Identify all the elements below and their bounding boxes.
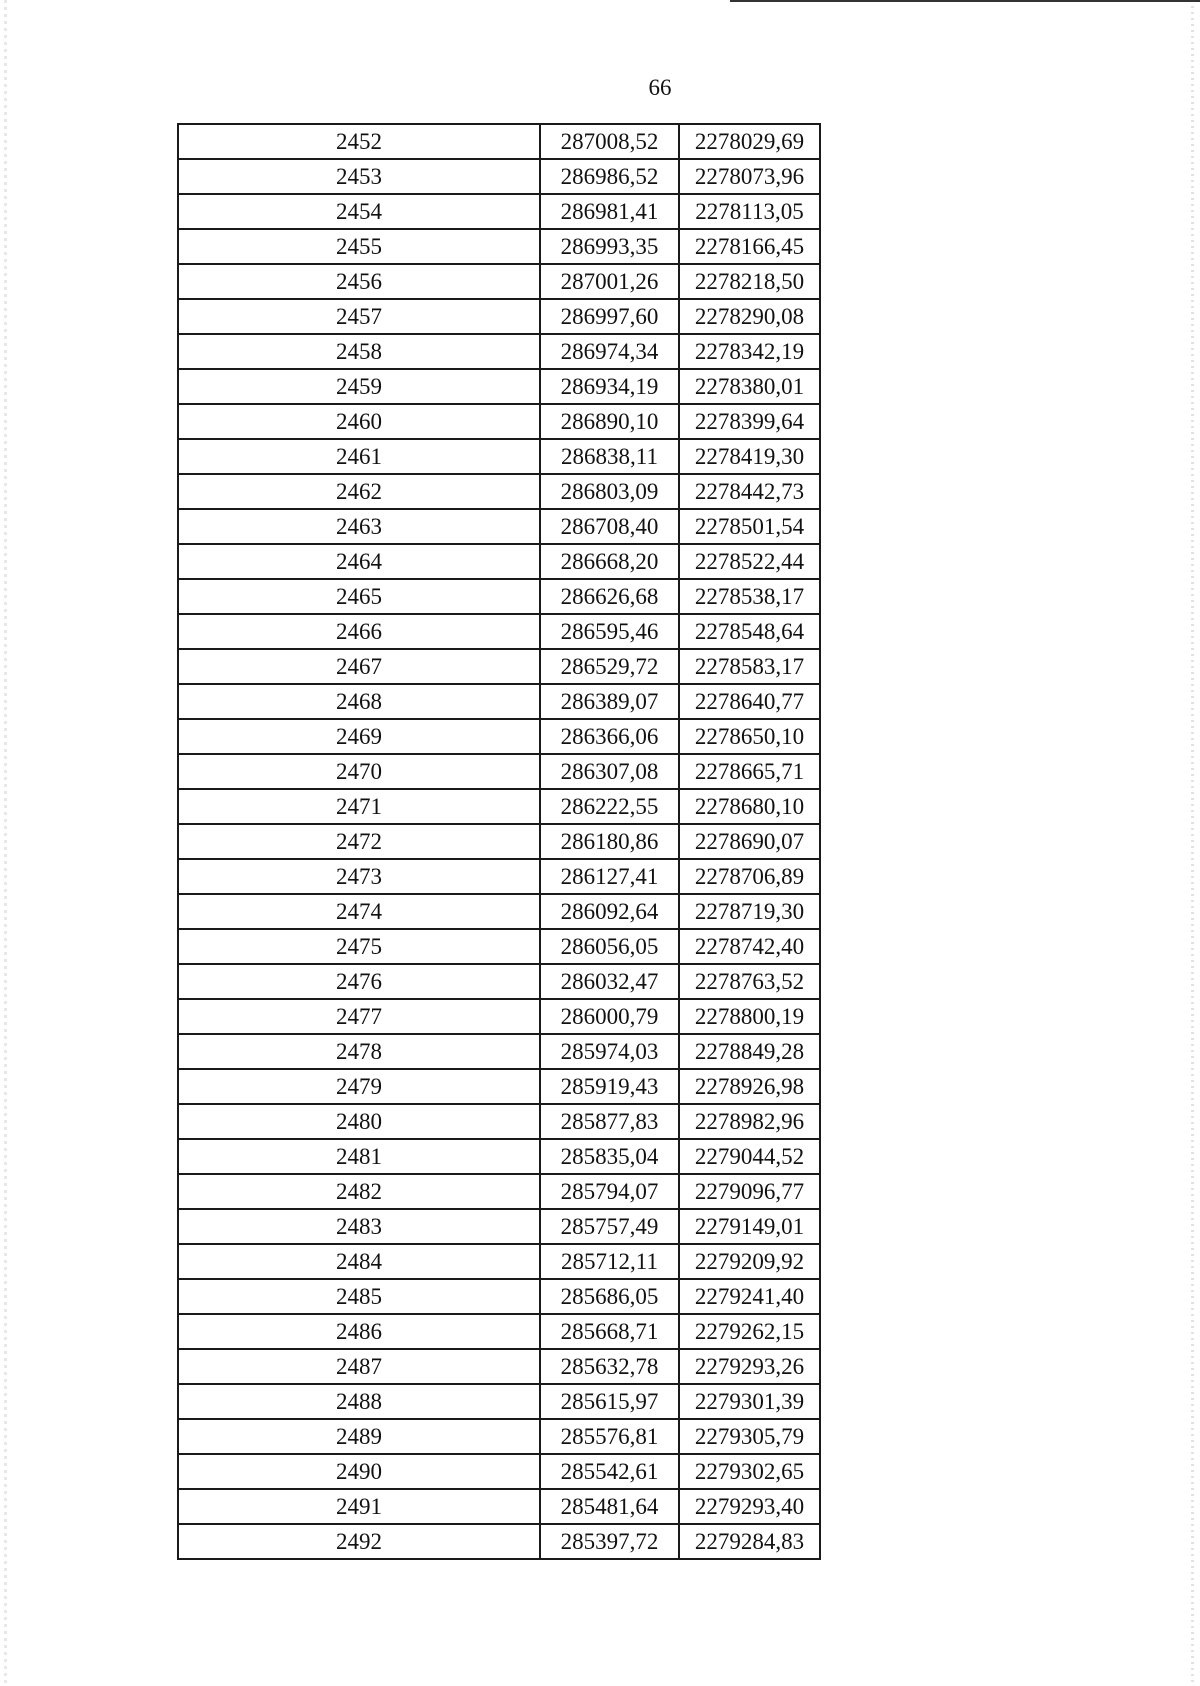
x-coordinate-cell: 285576,81 xyxy=(540,1419,679,1454)
table-row xyxy=(178,859,820,894)
y-coordinate-cell: 2278342,19 xyxy=(679,334,820,369)
table-row xyxy=(178,684,820,719)
table-row xyxy=(178,1489,820,1524)
point-number-cell: 2482 xyxy=(178,1174,540,1209)
table-row xyxy=(178,1454,820,1489)
point-number-cell: 2470 xyxy=(178,754,540,789)
point-number-cell: 2466 xyxy=(178,614,540,649)
y-coordinate-cell: 2279301,39 xyxy=(679,1384,820,1419)
y-coordinate-cell: 2278548,64 xyxy=(679,614,820,649)
y-coordinate-cell: 2278501,54 xyxy=(679,509,820,544)
x-coordinate-cell: 285481,64 xyxy=(540,1489,679,1524)
y-coordinate-cell: 2278290,08 xyxy=(679,299,820,334)
point-number-cell: 2457 xyxy=(178,299,540,334)
table-row xyxy=(178,1069,820,1104)
x-coordinate-cell: 285794,07 xyxy=(540,1174,679,1209)
page-number: 66 xyxy=(648,75,672,100)
y-coordinate-cell: 2278982,96 xyxy=(679,1104,820,1139)
y-coordinate-cell: 2278029,69 xyxy=(679,124,820,159)
y-coordinate-cell: 2278399,64 xyxy=(679,404,820,439)
coordinates-table-body xyxy=(178,124,820,1559)
point-number-cell: 2492 xyxy=(178,1524,540,1559)
table-row xyxy=(178,999,820,1034)
point-number-cell: 2468 xyxy=(178,684,540,719)
table-row xyxy=(178,404,820,439)
table-row xyxy=(178,789,820,824)
x-coordinate-cell: 286981,41 xyxy=(540,194,679,229)
x-coordinate-cell: 286708,40 xyxy=(540,509,679,544)
point-number-cell: 2460 xyxy=(178,404,540,439)
y-coordinate-cell: 2278742,40 xyxy=(679,929,820,964)
point-number-cell: 2474 xyxy=(178,894,540,929)
point-number-cell: 2473 xyxy=(178,859,540,894)
y-coordinate-cell: 2279284,83 xyxy=(679,1524,820,1559)
point-number-cell: 2481 xyxy=(178,1139,540,1174)
x-coordinate-cell: 286056,05 xyxy=(540,929,679,964)
x-coordinate-cell: 286180,86 xyxy=(540,824,679,859)
x-coordinate-cell: 286803,09 xyxy=(540,474,679,509)
top-rule-line xyxy=(730,0,1200,2)
x-coordinate-cell: 286092,64 xyxy=(540,894,679,929)
x-coordinate-cell: 287008,52 xyxy=(540,124,679,159)
y-coordinate-cell: 2278640,77 xyxy=(679,684,820,719)
table-row xyxy=(178,614,820,649)
x-coordinate-cell: 286389,07 xyxy=(540,684,679,719)
point-number-cell: 2479 xyxy=(178,1069,540,1104)
table-row xyxy=(178,1174,820,1209)
y-coordinate-cell: 2279293,40 xyxy=(679,1489,820,1524)
table-row xyxy=(178,474,820,509)
x-coordinate-cell: 285757,49 xyxy=(540,1209,679,1244)
point-number-cell: 2491 xyxy=(178,1489,540,1524)
x-coordinate-cell: 285712,11 xyxy=(540,1244,679,1279)
x-coordinate-cell: 286993,35 xyxy=(540,229,679,264)
point-number-cell: 2484 xyxy=(178,1244,540,1279)
y-coordinate-cell: 2278706,89 xyxy=(679,859,820,894)
x-coordinate-cell: 286934,19 xyxy=(540,369,679,404)
x-coordinate-cell: 286974,34 xyxy=(540,334,679,369)
table-row xyxy=(178,334,820,369)
y-coordinate-cell: 2278218,50 xyxy=(679,264,820,299)
table-row xyxy=(178,264,820,299)
table-row xyxy=(178,929,820,964)
table-row xyxy=(178,719,820,754)
y-coordinate-cell: 2278538,17 xyxy=(679,579,820,614)
table-row xyxy=(178,1244,820,1279)
y-coordinate-cell: 2279044,52 xyxy=(679,1139,820,1174)
y-coordinate-cell: 2279096,77 xyxy=(679,1174,820,1209)
point-number-cell: 2475 xyxy=(178,929,540,964)
table-row xyxy=(178,1349,820,1384)
y-coordinate-cell: 2278583,17 xyxy=(679,649,820,684)
point-number-cell: 2489 xyxy=(178,1419,540,1454)
point-number-cell: 2455 xyxy=(178,229,540,264)
table-row xyxy=(178,509,820,544)
x-coordinate-cell: 286307,08 xyxy=(540,754,679,789)
point-number-cell: 2467 xyxy=(178,649,540,684)
x-coordinate-cell: 286529,72 xyxy=(540,649,679,684)
table-row xyxy=(178,369,820,404)
point-number-cell: 2465 xyxy=(178,579,540,614)
y-coordinate-cell: 2279209,92 xyxy=(679,1244,820,1279)
y-coordinate-cell: 2278849,28 xyxy=(679,1034,820,1069)
scan-edge-right xyxy=(1191,0,1194,1686)
table-row xyxy=(178,1524,820,1559)
y-coordinate-cell: 2278522,44 xyxy=(679,544,820,579)
point-number-cell: 2490 xyxy=(178,1454,540,1489)
x-coordinate-cell: 286890,10 xyxy=(540,404,679,439)
point-number-cell: 2485 xyxy=(178,1279,540,1314)
x-coordinate-cell: 286127,41 xyxy=(540,859,679,894)
point-number-cell: 2471 xyxy=(178,789,540,824)
table-row xyxy=(178,159,820,194)
x-coordinate-cell: 285668,71 xyxy=(540,1314,679,1349)
table-row xyxy=(178,299,820,334)
point-number-cell: 2464 xyxy=(178,544,540,579)
point-number-cell: 2487 xyxy=(178,1349,540,1384)
point-number-cell: 2459 xyxy=(178,369,540,404)
table-row xyxy=(178,1209,820,1244)
point-number-cell: 2483 xyxy=(178,1209,540,1244)
table-row xyxy=(178,754,820,789)
point-number-cell: 2488 xyxy=(178,1384,540,1419)
point-number-cell: 2478 xyxy=(178,1034,540,1069)
table-row xyxy=(178,1034,820,1069)
y-coordinate-cell: 2279262,15 xyxy=(679,1314,820,1349)
x-coordinate-cell: 286668,20 xyxy=(540,544,679,579)
y-coordinate-cell: 2278113,05 xyxy=(679,194,820,229)
y-coordinate-cell: 2279302,65 xyxy=(679,1454,820,1489)
table-row xyxy=(178,1279,820,1314)
table-row xyxy=(178,1419,820,1454)
coordinates-table xyxy=(177,123,821,1560)
y-coordinate-cell: 2278763,52 xyxy=(679,964,820,999)
x-coordinate-cell: 285397,72 xyxy=(540,1524,679,1559)
x-coordinate-cell: 286626,68 xyxy=(540,579,679,614)
x-coordinate-cell: 285919,43 xyxy=(540,1069,679,1104)
y-coordinate-cell: 2278166,45 xyxy=(679,229,820,264)
x-coordinate-cell: 286595,46 xyxy=(540,614,679,649)
point-number-cell: 2452 xyxy=(178,124,540,159)
x-coordinate-cell: 286000,79 xyxy=(540,999,679,1034)
x-coordinate-cell: 286032,47 xyxy=(540,964,679,999)
x-coordinate-cell: 285686,05 xyxy=(540,1279,679,1314)
table-row xyxy=(178,544,820,579)
x-coordinate-cell: 285632,78 xyxy=(540,1349,679,1384)
table-row xyxy=(178,579,820,614)
y-coordinate-cell: 2278073,96 xyxy=(679,159,820,194)
table-row xyxy=(178,1384,820,1419)
table-row xyxy=(178,194,820,229)
x-coordinate-cell: 286366,06 xyxy=(540,719,679,754)
x-coordinate-cell: 285542,61 xyxy=(540,1454,679,1489)
x-coordinate-cell: 286838,11 xyxy=(540,439,679,474)
y-coordinate-cell: 2278690,07 xyxy=(679,824,820,859)
table-row xyxy=(178,1314,820,1349)
point-number-cell: 2486 xyxy=(178,1314,540,1349)
table-row xyxy=(178,824,820,859)
x-coordinate-cell: 285835,04 xyxy=(540,1139,679,1174)
point-number-cell: 2480 xyxy=(178,1104,540,1139)
table-row xyxy=(178,964,820,999)
point-number-cell: 2476 xyxy=(178,964,540,999)
y-coordinate-cell: 2278800,19 xyxy=(679,999,820,1034)
point-number-cell: 2456 xyxy=(178,264,540,299)
y-coordinate-cell: 2278380,01 xyxy=(679,369,820,404)
y-coordinate-cell: 2278665,71 xyxy=(679,754,820,789)
y-coordinate-cell: 2278719,30 xyxy=(679,894,820,929)
x-coordinate-cell: 286222,55 xyxy=(540,789,679,824)
point-number-cell: 2454 xyxy=(178,194,540,229)
point-number-cell: 2469 xyxy=(178,719,540,754)
y-coordinate-cell: 2278650,10 xyxy=(679,719,820,754)
table-row xyxy=(178,1139,820,1174)
point-number-cell: 2463 xyxy=(178,509,540,544)
y-coordinate-cell: 2279149,01 xyxy=(679,1209,820,1244)
point-number-cell: 2472 xyxy=(178,824,540,859)
x-coordinate-cell: 285974,03 xyxy=(540,1034,679,1069)
point-number-cell: 2458 xyxy=(178,334,540,369)
point-number-cell: 2462 xyxy=(178,474,540,509)
table-row xyxy=(178,894,820,929)
point-number-cell: 2461 xyxy=(178,439,540,474)
y-coordinate-cell: 2278442,73 xyxy=(679,474,820,509)
point-number-cell: 2453 xyxy=(178,159,540,194)
x-coordinate-cell: 287001,26 xyxy=(540,264,679,299)
table-row xyxy=(178,439,820,474)
table-row xyxy=(178,124,820,159)
table-row xyxy=(178,229,820,264)
point-number-cell: 2477 xyxy=(178,999,540,1034)
x-coordinate-cell: 285615,97 xyxy=(540,1384,679,1419)
scan-edge-left xyxy=(4,0,7,1686)
table-row xyxy=(178,649,820,684)
x-coordinate-cell: 286997,60 xyxy=(540,299,679,334)
table-row xyxy=(178,1104,820,1139)
y-coordinate-cell: 2279305,79 xyxy=(679,1419,820,1454)
x-coordinate-cell: 285877,83 xyxy=(540,1104,679,1139)
y-coordinate-cell: 2279293,26 xyxy=(679,1349,820,1384)
x-coordinate-cell: 286986,52 xyxy=(540,159,679,194)
y-coordinate-cell: 2278680,10 xyxy=(679,789,820,824)
y-coordinate-cell: 2278926,98 xyxy=(679,1069,820,1104)
y-coordinate-cell: 2279241,40 xyxy=(679,1279,820,1314)
y-coordinate-cell: 2278419,30 xyxy=(679,439,820,474)
